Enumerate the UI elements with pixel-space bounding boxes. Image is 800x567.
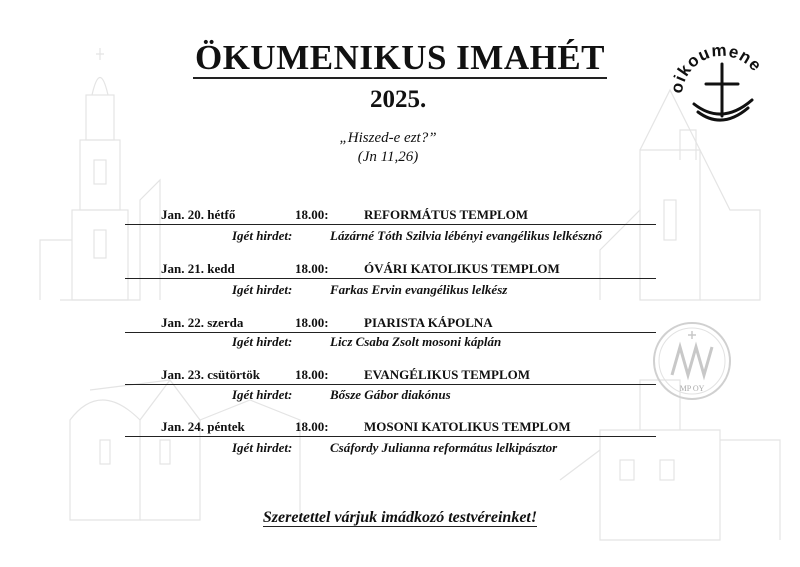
event-place: MOSONI KATOLIKUS TEMPLOM xyxy=(364,419,571,434)
oikoumene-logo-icon xyxy=(666,34,778,134)
seal-text: MP OY xyxy=(679,384,705,393)
event-place: REFORMÁTUS TEMPLOM xyxy=(364,207,529,222)
event-time: 18.00: xyxy=(295,367,329,382)
preacher-name: Licz Csaba Zsolt mosoni káplán xyxy=(330,334,502,349)
event-time: 18.00: xyxy=(295,419,329,434)
event-date: Jan. 22. szerda xyxy=(161,315,244,330)
row-divider xyxy=(125,436,656,437)
event-date: Jan. 21. kedd xyxy=(161,261,235,276)
piarist-seal-icon xyxy=(648,317,736,405)
event-place: PIARISTA KÁPOLNA xyxy=(364,315,493,330)
preacher-label: Igét hirdet: xyxy=(232,282,293,297)
preacher-name: Farkas Ervin evangélikus lelkész xyxy=(330,282,508,297)
svg-text:oikoumene xyxy=(667,41,766,95)
preacher-label: Igét hirdet: xyxy=(232,387,293,402)
row-divider xyxy=(125,278,656,279)
year-heading: 2025. xyxy=(370,86,427,113)
preacher-label: Igét hirdet: xyxy=(232,334,293,349)
bible-reference: (Jn 11,26) xyxy=(357,149,419,165)
row-divider xyxy=(125,332,656,333)
preacher-name: Bősze Gábor diakónus xyxy=(330,387,451,402)
preacher-label: Igét hirdet: xyxy=(232,440,293,455)
row-divider xyxy=(125,384,656,385)
event-time: 18.00: xyxy=(295,207,329,222)
quote-text: „Hiszed-e ezt?” xyxy=(339,130,437,146)
logo-text: oikoumene xyxy=(666,40,766,95)
preacher-name: Csáfordy Julianna református lelkipásztor xyxy=(330,440,558,455)
event-date: Jan. 23. csütörtök xyxy=(161,367,260,382)
footer-text: Szeretettel várjuk imádkozó testvéreinket! xyxy=(262,509,538,526)
event-place: ÓVÁRI KATOLIKUS TEMPLOM xyxy=(364,261,560,276)
row-divider xyxy=(125,224,656,225)
event-place: EVANGÉLIKUS TEMPLOM xyxy=(364,367,531,382)
event-time: 18.00: xyxy=(295,315,329,330)
preacher-label: Igét hirdet: xyxy=(232,228,293,243)
event-date: Jan. 20. hétfő xyxy=(161,207,236,222)
preacher-name: Lázárné Tóth Szilvia lébényi evangélikus lelkésznő xyxy=(330,228,602,243)
footer-invitation xyxy=(0,509,800,527)
event-date: Jan. 24. péntek xyxy=(161,419,245,434)
page-title-text: ÖKUMENIKUS IMAHÉT xyxy=(194,38,606,77)
event-time: 18.00: xyxy=(295,261,329,276)
